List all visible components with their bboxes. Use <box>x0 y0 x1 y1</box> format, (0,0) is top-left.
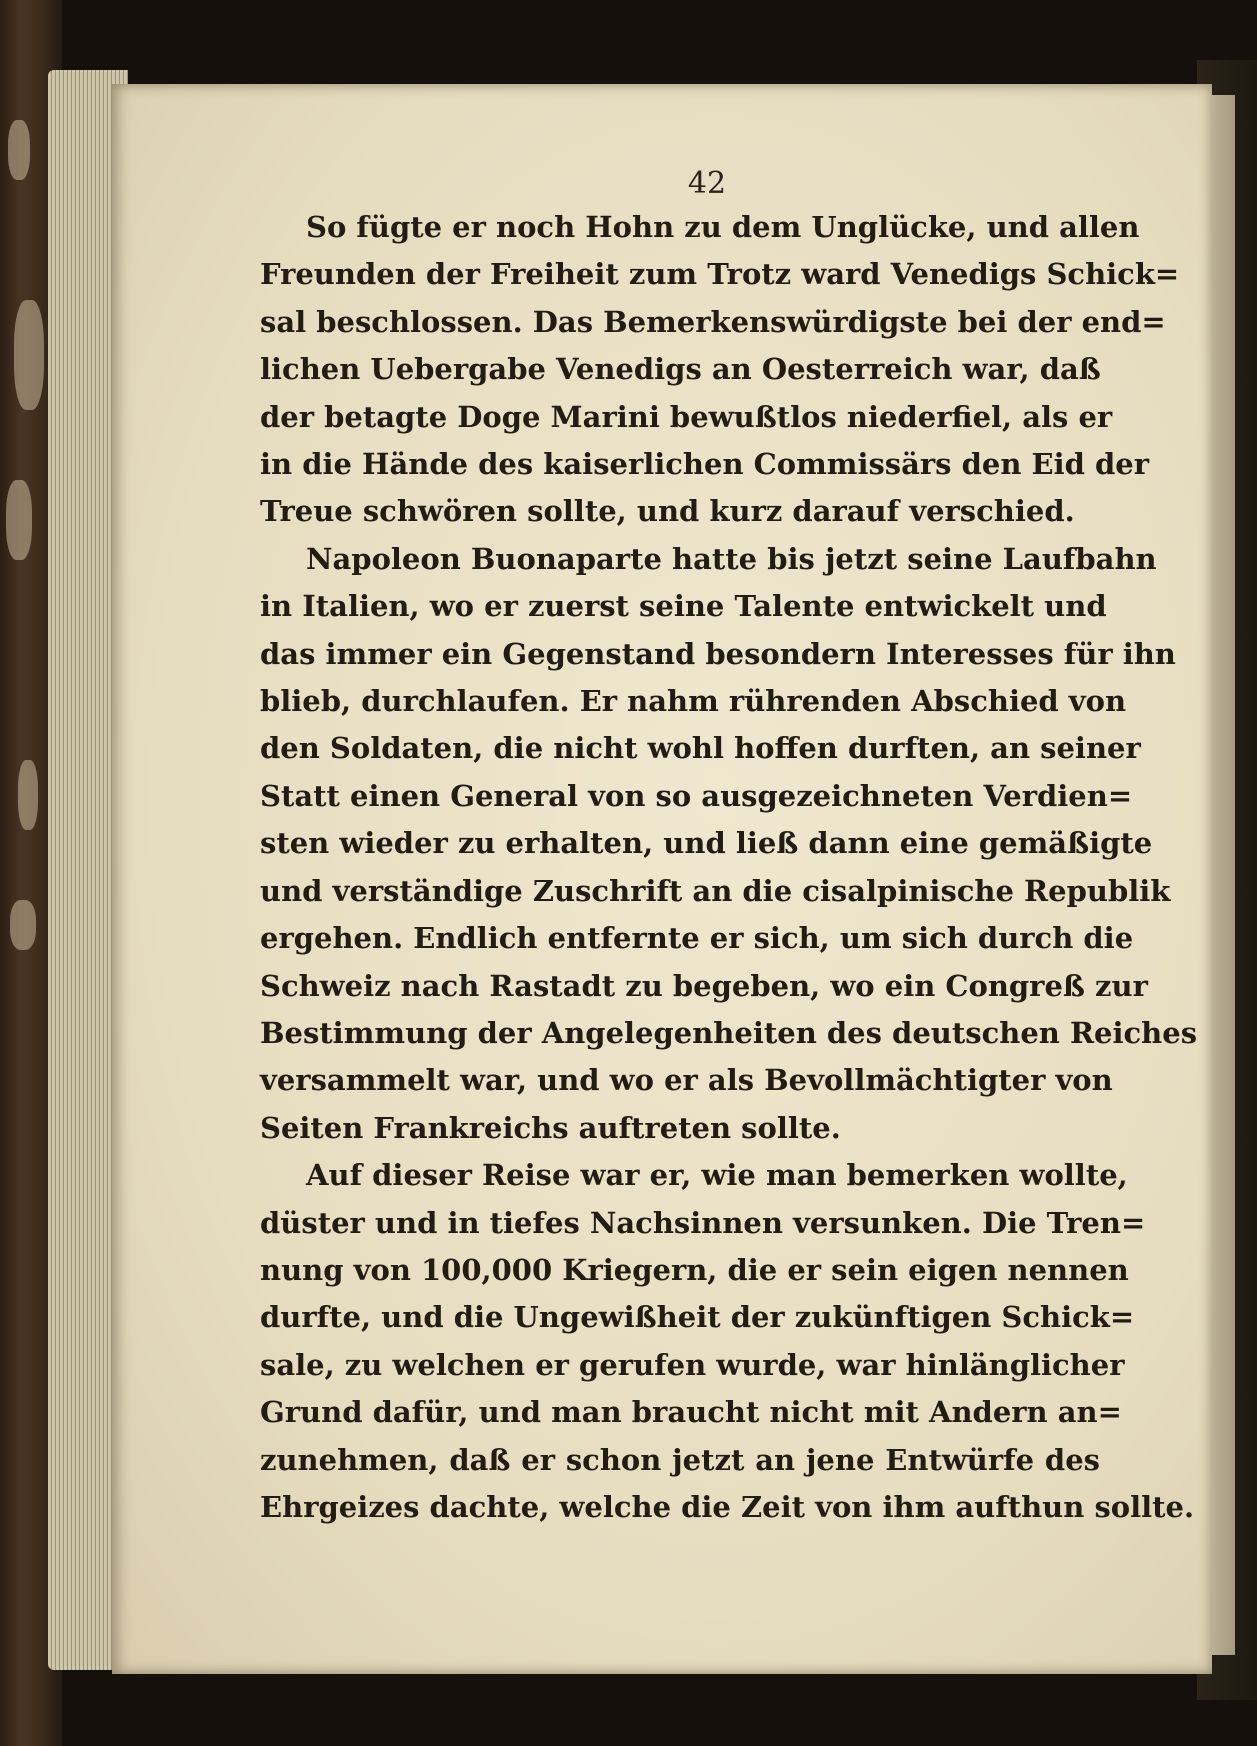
text-line: in Italien, wo er zuerst seine Talente entwickelt und <box>260 589 1107 624</box>
text-line: zunehmen, daß er schon jetzt an jene Entwürfe des <box>260 1442 1100 1477</box>
text-line: Treue schwören sollte, und kurz darauf verschied. <box>260 494 1075 529</box>
text-line: sten wieder zu erhalten, und ließ dann eine gemäßigte <box>260 826 1153 861</box>
binding-wear-spot <box>18 760 38 830</box>
binding-wear-spot <box>10 900 36 950</box>
text-line: Bestimmung der Angelegenheiten des deutschen Reiches <box>260 1015 1198 1050</box>
text-line: Schweiz nach Rastadt zu begeben, wo ein Congreß zur <box>260 968 1148 1003</box>
text-line: der betagte Doge Marini bewußtlos niederfiel, als er <box>260 399 1113 434</box>
text-line: in die Hände des kaiserlichen Commissärs den Eid der <box>260 447 1150 482</box>
text-line: den Soldaten, die nicht wohl hoffen durften, an seiner <box>260 731 1141 766</box>
text-line: das immer ein Gegenstand besondern Interesses für ihn <box>260 636 1176 671</box>
text-line: Seiten Frankreichs auftreten sollte. <box>260 1110 841 1145</box>
page-number: 42 <box>687 166 727 201</box>
binding-wear-spot <box>8 120 30 180</box>
text-line: Statt einen General von so ausgezeichneten Verdien= <box>260 778 1133 813</box>
book-page <box>112 84 1212 1674</box>
text-line: versammelt war, und wo er als Bevollmächtigter von <box>260 1063 1113 1098</box>
text-line: nung von 100,000 Kriegern, die er sein eigen nennen <box>260 1252 1129 1287</box>
page-text <box>260 204 1198 1531</box>
text-line: düster und in tiefes Nachsinnen versunken. Die Tren= <box>260 1205 1146 1240</box>
text-line: durfte, und die Ungewißheit der zukünftigen Schick= <box>260 1300 1135 1335</box>
text-line: sal beschlossen. Das Bemerkenswürdigste bei der end= <box>260 304 1166 339</box>
text-line: lichen Uebergabe Venedigs an Oesterreich war, daß <box>260 352 1101 387</box>
text-line: Auf dieser Reise war er, wie man bemerken wollte, <box>306 1158 1128 1193</box>
binding-wear-spot <box>6 480 32 560</box>
text-line: ergehen. Endlich entfernte er sich, um sich durch die <box>260 921 1134 956</box>
text-line: Ehrgeizes dachte, welche die Zeit von ihm aufthun sollte. <box>260 1489 1195 1524</box>
binding-wear-spot <box>14 300 44 410</box>
text-line: Grund dafür, und man braucht nicht mit Andern an= <box>260 1395 1122 1430</box>
text-line: sale, zu welchen er gerufen wurde, war hinlänglicher <box>260 1347 1125 1382</box>
text-line: und verständige Zuschrift an die cisalpinische Republik <box>260 873 1171 908</box>
text-line: blieb, durchlaufen. Er nahm rührenden Abschied von <box>260 684 1127 719</box>
text-line: Napoleon Buonaparte hatte bis jetzt seine Laufbahn <box>306 541 1157 576</box>
text-line: So fügte er noch Hohn zu dem Unglücke, und allen <box>306 210 1140 244</box>
text-line: Freunden der Freiheit zum Trotz ward Venedigs Schick= <box>260 257 1180 292</box>
right-page-edge <box>1209 95 1235 1655</box>
